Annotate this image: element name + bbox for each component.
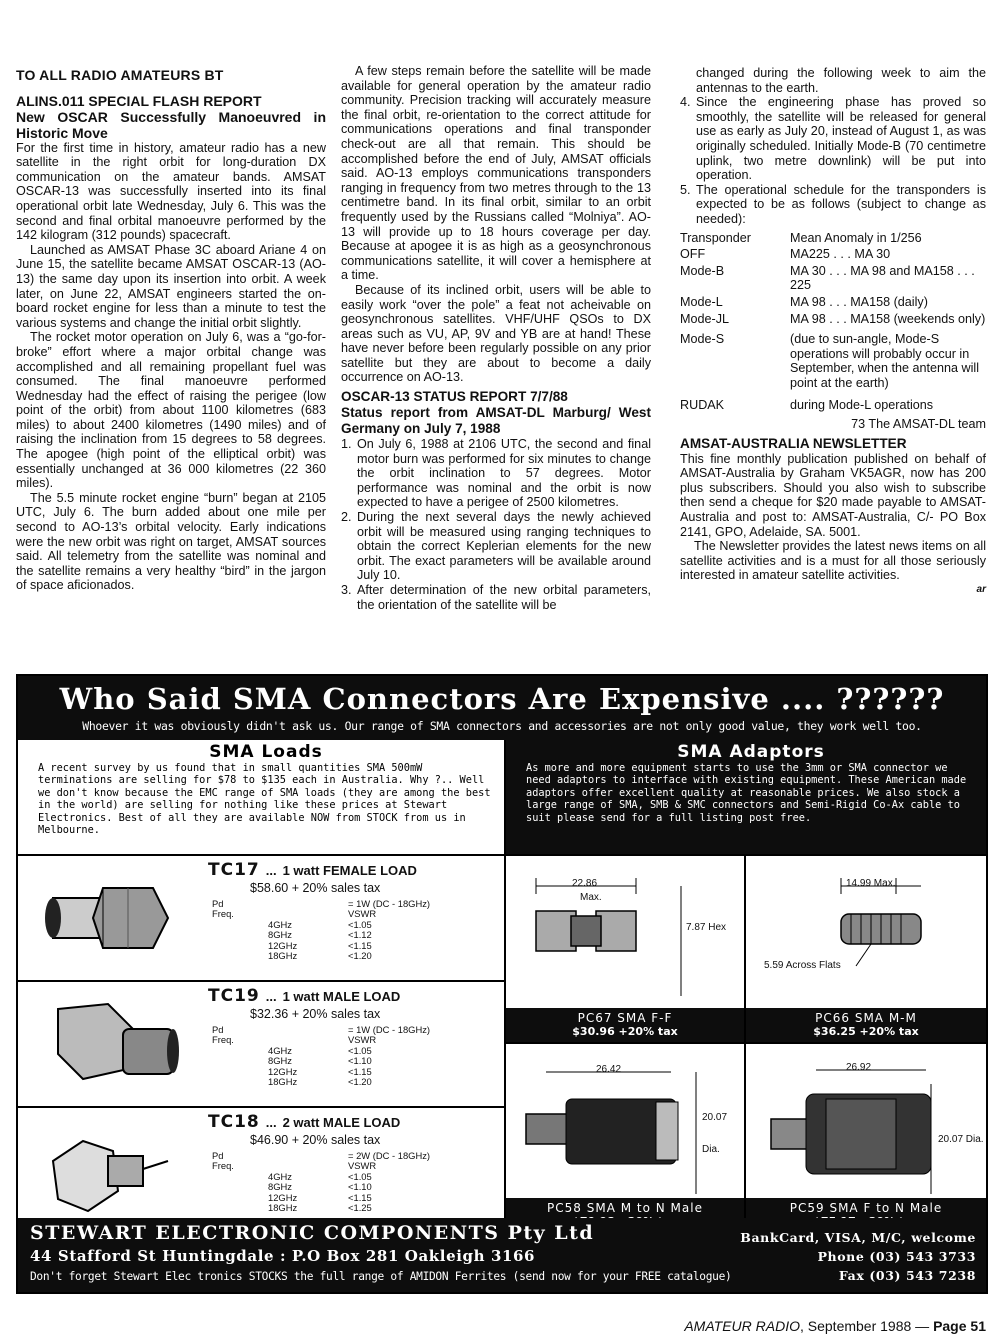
male-load-2w-photo: [18, 1108, 208, 1234]
list-item: 4. Since the engineering phase has proved so smoothly, the satellite will be released for general use as early as July 20, instead of August 1, as was originally scheduled. Initially Mode-B (70 centimetre uplink, two metre downlink) will be put into operation.: [680, 95, 986, 183]
paragraph: This fine monthly publication published on behalf of AMSAT-Australia by Graham VK5AGR, now has 200 plus subscribers. Should you also wish to subscribe then send a cheque for $20 made payable to AMSAT-Australia and post to: AMSAT-Australia, C/- PO Box 2141, GPO, Adelaide, SA. 5001.: [680, 451, 986, 539]
adaptor-name: PC59 SMA F to N Male: [789, 1201, 943, 1215]
product-desc: 1 watt FEMALE LOAD: [282, 863, 417, 878]
list-item: 1. On July 6, 1988 at 2106 UTC, the second and final motor burn was performed for six minutes to change the orbit inclination to 57 degrees. Motor performance was nominal and the orbit is now expected to have a perigee of 2500 kilometres.: [341, 437, 651, 510]
status-report-subheading: Status report from AMSAT-DL Marburg/ West Germany on July 7, 1988: [341, 405, 651, 437]
product-tc19: TC19 ... 1 watt MALE LOAD $32.36 + 20% sales tax Pd = 1W (DC - 18GHz) Freq. VSWR 4GHz <1.05 8GHz <1.10 12GHz <1.15 18GHz <1.20: [18, 982, 504, 1108]
female-load-photo: [18, 856, 208, 980]
phone-number: Phone (03) 543 3733: [817, 1249, 976, 1264]
sma-loads-section: [18, 740, 506, 854]
article-column-2: [341, 64, 651, 612]
product-code: TC18: [208, 1112, 260, 1132]
product-code: TC19: [208, 986, 260, 1006]
adaptor-name: PC67 SMA F-F: [577, 1011, 673, 1025]
pc66-diagram: 14.99 Max. 5.59 Across Flats: [746, 856, 986, 1008]
paragraph: Launched as AMSAT Phase 3C aboard Ariane 4 on June 15, the satellite became AMSAT OSCAR-13 (AO-13) the same day upon its insertion into orbit. A week later, on June 22, AMSAT engineers started the on-board rocket engine for less than a minute to test the various systems and change the initial orbit slightly.: [16, 242, 326, 330]
page-footer: AMATEUR RADIO, September 1988 — Page 51: [684, 1318, 986, 1334]
adaptor-pc58: [506, 1044, 746, 1232]
adaptor-name: PC58 SMA M to N Male: [547, 1201, 703, 1215]
end-mark: ar: [976, 584, 986, 595]
paragraph: For the first time in history, amateur radio has a new satellite in the right orbit for long-duration DX communication on the amateur bands. AMSAT OSCAR-13 was successfully inserted into its final operational orbit late Wednesday, July 6. This was the second and final orbital manoeuvre performed by the 142 kilogram (312 pounds) spacecraft.: [16, 140, 326, 243]
newsletter-heading: AMSAT-AUSTRALIA NEWSLETTER: [680, 435, 907, 451]
spec-table: Pd = 1W (DC - 18GHz) Freq. VSWR 4GHz <1.05 8GHz <1.10 12GHz <1.15 18GHz <1.20: [212, 1024, 431, 1088]
adaptors-text: As more and more equipment starts to use the 3mm or SMA connector we need adaptors to interface with existing equipment. These American made adaptors offer excellent quality at reasonable prices. We also stock a large range of SMA, SMB & SMC connectors and Semi-Rigid Co-Ax cable to suit please send for a full listing post free.: [526, 762, 967, 824]
pc67-diagram: 22.86 Max. 7.87 Hex: [506, 856, 744, 1008]
paragraph: A few steps remain before the satellite will be made available for general operation by the amateur radio community. Precision tracking will accurately measure the final orbit, re-orientation to the correct attitude for communications operations and final transponder check-out are all that remain. This should be accomplished before the end of July, AMSAT officials said. AO-13 employs communications transponders ranging in frequency from two metres through to the 13 centimetre band. In its final orbit, similar to an orbit frequently used by the Russians called “Molniya”. AO-13 will provide up to 18 hours coverage per day. Because at apogee it is as high as a geosynchronous communications satellite, it will cover a hemisphere at a time.: [341, 64, 651, 283]
spec-table: Pd = 1W (DC - 18GHz) Freq. VSWR 4GHz <1.05 8GHz <1.12 12GHz <1.15 18GHz <1.20: [212, 898, 431, 962]
loads-heading: SMA Loads: [209, 742, 323, 762]
male-load-photo: [18, 982, 208, 1106]
payment-methods: BankCard, VISA, M/C, welcome: [740, 1230, 976, 1245]
product-tc17: TC17 ... 1 watt FEMALE LOAD $58.60 + 20% sales tax Pd = 1W (DC - 18GHz) Freq. VSWR 4GHz <1.05 8GHz <1.12 12GHz <1.15 18GHz <1.20: [18, 856, 504, 982]
adaptor-name: PC66 SMA M-M: [815, 1011, 917, 1025]
fax-number: Fax (03) 543 7238: [838, 1268, 976, 1283]
company-address: 44 Stafford St Huntingdale : P.O Box 281 Oakleigh 3166: [30, 1247, 536, 1265]
paragraph: The Newsletter provides the latest news items on all satellite activities and is a must for all those seriously interested in amateur satellite activities.: [680, 539, 986, 583]
product-price: $46.90 + 20% sales tax: [250, 1133, 381, 1147]
article-column-3: [680, 66, 986, 598]
product-price: $32.36 + 20% sales tax: [250, 1007, 381, 1021]
paragraph: Because of its inclined orbit, users will be able to easily work “over the pole” a feat not acheivable on geosynchronous satellites. VHF/UHF QSOs to DX areas such as VU, AP, 9V and YB are at hand! These have never before been regularly possible on any prior satellite but they are about to become a daily occurrence on AO-13.: [341, 282, 651, 385]
status-report-heading: OSCAR-13 STATUS REPORT 7/7/88: [341, 389, 568, 405]
signoff: 73 The AMSAT-DL team: [851, 417, 986, 432]
article-column-1: [16, 64, 326, 593]
paragraph: The rocket motor operation on July 6, was a “go-for-broke” effort where a major orbital change was accomplished and all remaining propellant fuel was consumed. The final manoeuvre performed Wednesday had the effect of raising the perigee (low point of the orbit) from about 1100 kilometres (683 miles) to about 2400 kilometres (1490 miles) and of raising the inclination from 15 degrees to 58 degrees. The apogee (high point of the elliptical orbit) was essentially unchanged at 36 000 kilometres (22 360 miles).: [16, 330, 326, 491]
ad-footer: [18, 1218, 986, 1292]
product-desc: 2 watt MALE LOAD: [282, 1115, 401, 1130]
story-title: New OSCAR Successfully Manoeuvred in Historic Move: [16, 108, 326, 141]
product-tc18: TC18 ... 2 watt MALE LOAD $46.90 + 20% sales tax Pd = 2W (DC - 18GHz) Freq. VSWR 4GHz <1.05 8GHz <1.10 12GHz <1.15 18GHz <1.25: [18, 1108, 504, 1234]
ferrites-note: Don't forget Stewart Elec tronics STOCKS the full range of AMIDON Ferrites (send now for your FREE catalogue): [30, 1270, 732, 1283]
adaptor-pc59: [746, 1044, 986, 1232]
transponder-schedule: Transponder Mean Anomaly in 1/256 OFF MA225 . . . MA 30 Mode-B MA 30 . . . MA 98 and MA158 . . . 225 Mode-L MA 98 . . . MA158 (daily) Mode-JL MA 98 . . . MA158 (weekends only) Mode-S (due to sun-angle, Mode-S operations will probably occur in September, when the antenna will point at the earth) RUDAK during Mode-L operations: [680, 230, 986, 413]
adaptor-pc67: [506, 856, 746, 1044]
loads-text: A recent survey by us found that in small quantities SMA 500mW terminations are selling for $78 to $135 each in Australia. Why ?.. Well we don't know because the EMC range of SMA loads (they are among the best in the world) are selling for nothing like these prices at Stewart Electronics. Best of all they are available NOW from STOCK from us in Melbourne.: [38, 762, 491, 837]
product-price: $58.60 + 20% sales tax: [250, 881, 381, 895]
spec-table: Pd = 2W (DC - 18GHz) Freq. VSWR 4GHz <1.05 8GHz <1.10 12GHz <1.15 18GHz <1.25: [212, 1150, 431, 1214]
sma-adaptors-section: [506, 740, 986, 854]
paragraph: The 5.5 minute rocket engine “burn” began at 2105 UTC, July 6. The burn added about one mile per second to AO-13’s orbital velocity. Early indications were the new orbit was right on target, AMSAT sources said. All telemetry from the satellite was nominal and the satellite remains a very healthy “bird” in the jargon of space aficionados.: [16, 490, 326, 593]
adaptors-heading: SMA Adaptors: [677, 742, 825, 762]
flash-heading: ALINS.011 SPECIAL FLASH REPORT: [16, 92, 262, 109]
adaptor-pc66: [746, 856, 986, 1044]
magazine-name: AMATEUR RADIO: [684, 1318, 800, 1334]
list-item-continued: changed during the following week to aim the antennas to the earth.: [696, 66, 986, 95]
list-item: 2. During the next several days the newly achieved orbit will be measured using ranging techniques to obtain the correct Keplerian elements for the new orbit. The exact parameters will be available around July 10.: [341, 510, 651, 583]
product-code: TC17: [208, 860, 260, 880]
list-item: 5. The operational schedule for the transponders is expected to be as follows (subject to change as needed):: [680, 182, 986, 226]
page-number: Page 51: [933, 1318, 986, 1334]
contact-block: [740, 1228, 976, 1285]
ad-subtitle: Whoever it was obviously didn't ask us. Our range of SMA connectors and accessories are not only good value, they work well too.: [82, 719, 922, 733]
adaptor-price: $30.96 +20% tax: [572, 1025, 678, 1038]
pc58-diagram: 26.42 20.07 Dia.: [506, 1044, 744, 1198]
list-item: 3. After determination of the new orbital parameters, the orientation of the satellite will be: [341, 583, 651, 612]
ad-title: Who Said SMA Connectors Are Expensive .... ??????: [59, 682, 945, 716]
pc59-diagram: 26.92 20.07 Dia.: [746, 1044, 986, 1198]
company-name: STEWART ELECTRONIC COMPONENTS Pty Ltd: [30, 1222, 595, 1244]
sma-advertisement: [16, 674, 988, 1294]
adaptor-price: $36.25 +20% tax: [813, 1025, 919, 1038]
kicker-heading: TO ALL RADIO AMATEURS BT: [16, 67, 224, 83]
ad-banner: [18, 676, 986, 740]
product-desc: 1 watt MALE LOAD: [282, 989, 401, 1004]
